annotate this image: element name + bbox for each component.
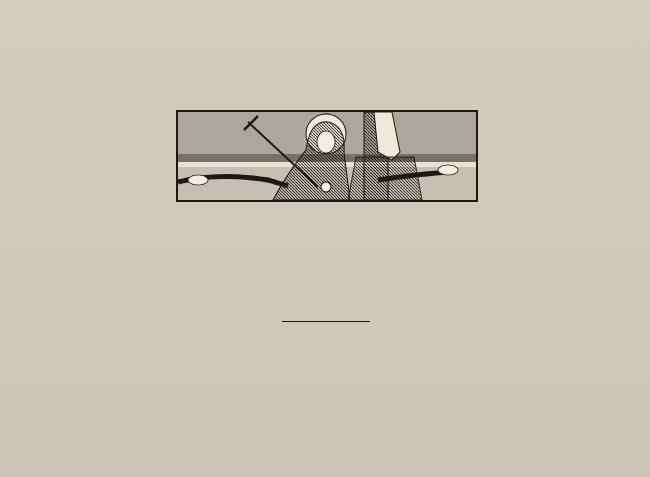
title-divider (282, 321, 370, 322)
ornamental-border-top (58, 58, 590, 84)
pieta-engraving (176, 110, 478, 202)
ornamental-border-left (56, 80, 82, 477)
ornamental-border-right (568, 80, 594, 477)
